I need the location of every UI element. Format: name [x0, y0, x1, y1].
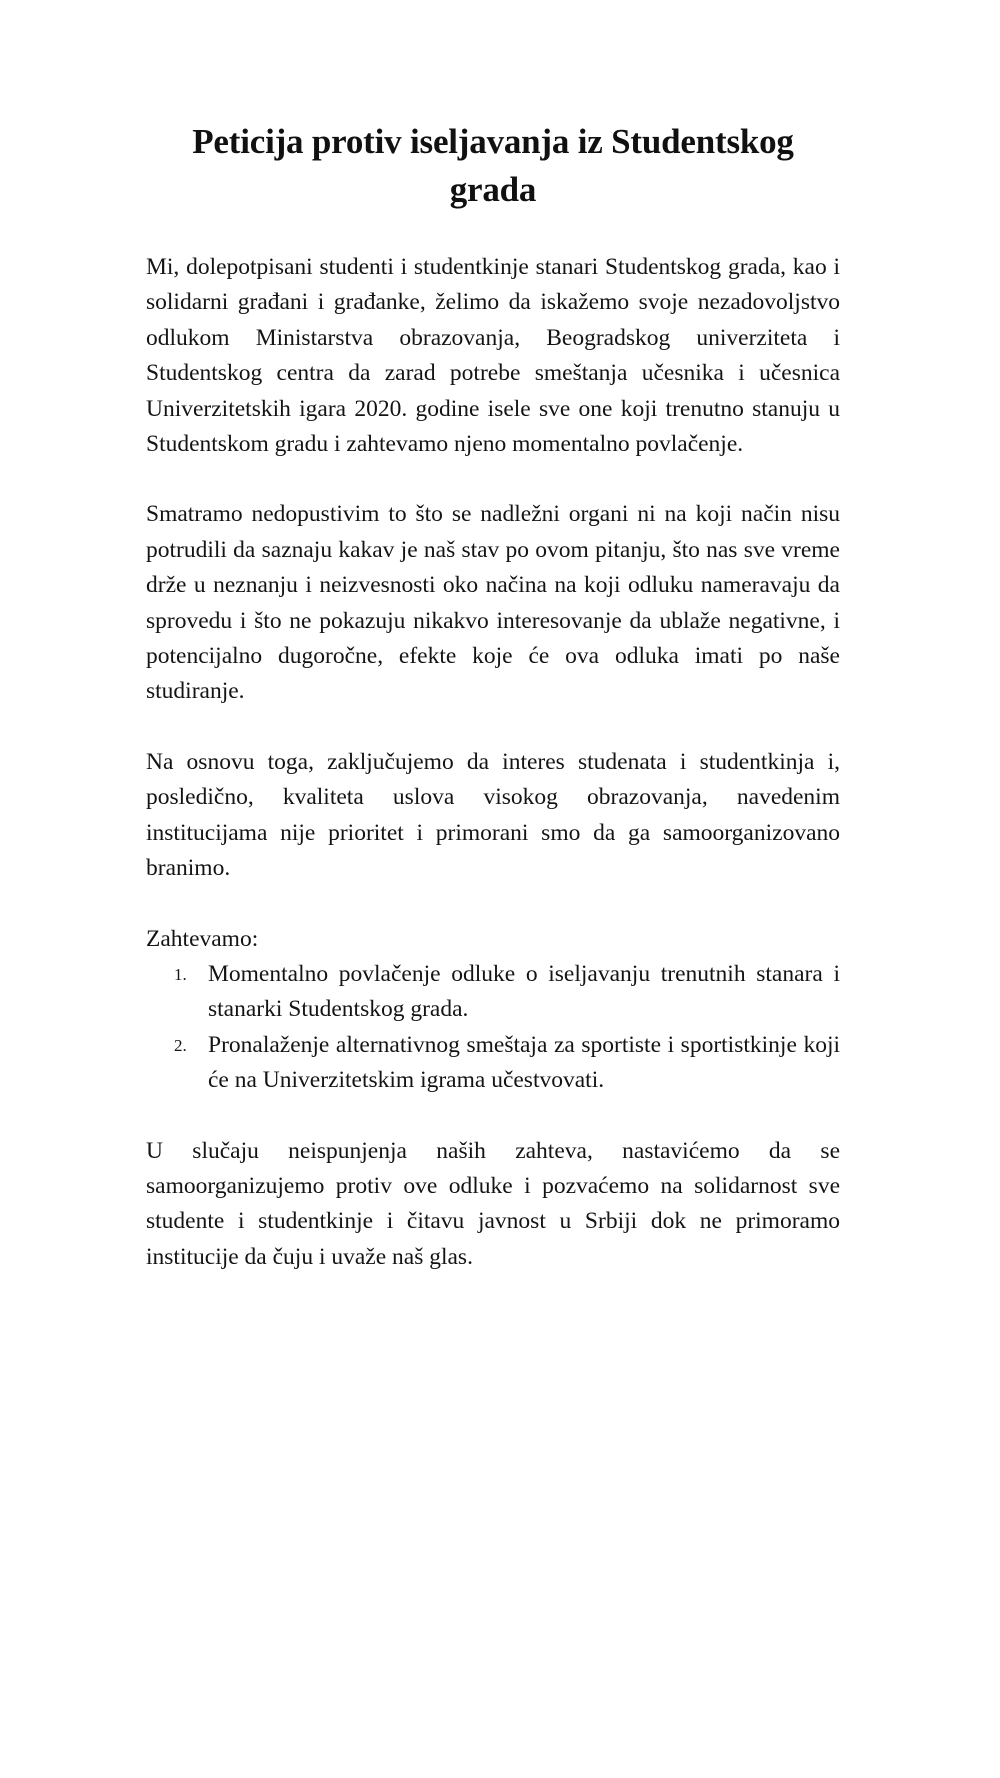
paragraph-conclusion: Na osnovu toga, zaključujemo da interes studenata i studentkinja i, posledično, kvaliteta uslova visokog obrazovanja, navedenim institucijama nije prioritet i primorani smo da ga samoorganizovano branimo.: [146, 748, 840, 882]
paragraph-closing: U slučaju neispunjenja naših zahteva, nastavićemo da se samoorganizujemo protiv ove odluke i pozvaćemo na solidarnost sve studente i studentkinje i čitavu javnost u Srbiji dok ne primoramo institucije da čuju i uvaže naš glas.: [146, 1137, 840, 1270]
demand-number: 1.: [174, 964, 187, 984]
demands-label: Zahtevamo:: [146, 925, 259, 952]
demand-number: 2.: [174, 1035, 187, 1055]
demand-item: [146, 957, 840, 1028]
demand-text: Momentalno povlačenje odluke o iseljavanju trenutnih stanara i stanarki Studentskog grada.: [208, 960, 840, 1023]
document-title: Peticija protiv iseljavanja iz Studentskog grada: [192, 122, 794, 209]
demand-text: Pronalaženje alternativnog smeštaja za sportiste i sportistkinje koji će na Univerzitetskim igrama učestvovati.: [208, 1031, 840, 1094]
paragraph-grievance: Smatramo nedopustivim to što se nadležni organi ni na koji način nisu potrudili da saznaju kakav je naš stav po ovom pitanju, što nas sve vreme drže u neznanju i neizvesnosti oko načina na koji odluku nameravaju da sprovedu i što ne pokazuju nikakvo interesovanje da ublaže negativne, i potencijalno dugoročne, efekte koje će ova odluka imati po naše studiranje.: [146, 501, 840, 705]
demands-list: [146, 957, 840, 1099]
paragraph-intro: Mi, dolepotpisani studenti i studentkinje stanari Studentskog grada, kao i solidarni građani i građanke, želimo da iskažemo svoje nezadovoljstvo odlukom Ministarstva obrazovanja, Beogradskog univerziteta i Studentskog centra da zarad potrebe smeštanja učesnika i učesnica Univerzitetskih igara 2020. godine isele sve one koji trenutno stanuju u Studentskom gradu i zahtevamo njeno momentalno povlačenje.: [146, 254, 840, 458]
petition-document: [146, 118, 840, 1275]
demand-item: [146, 1028, 840, 1099]
